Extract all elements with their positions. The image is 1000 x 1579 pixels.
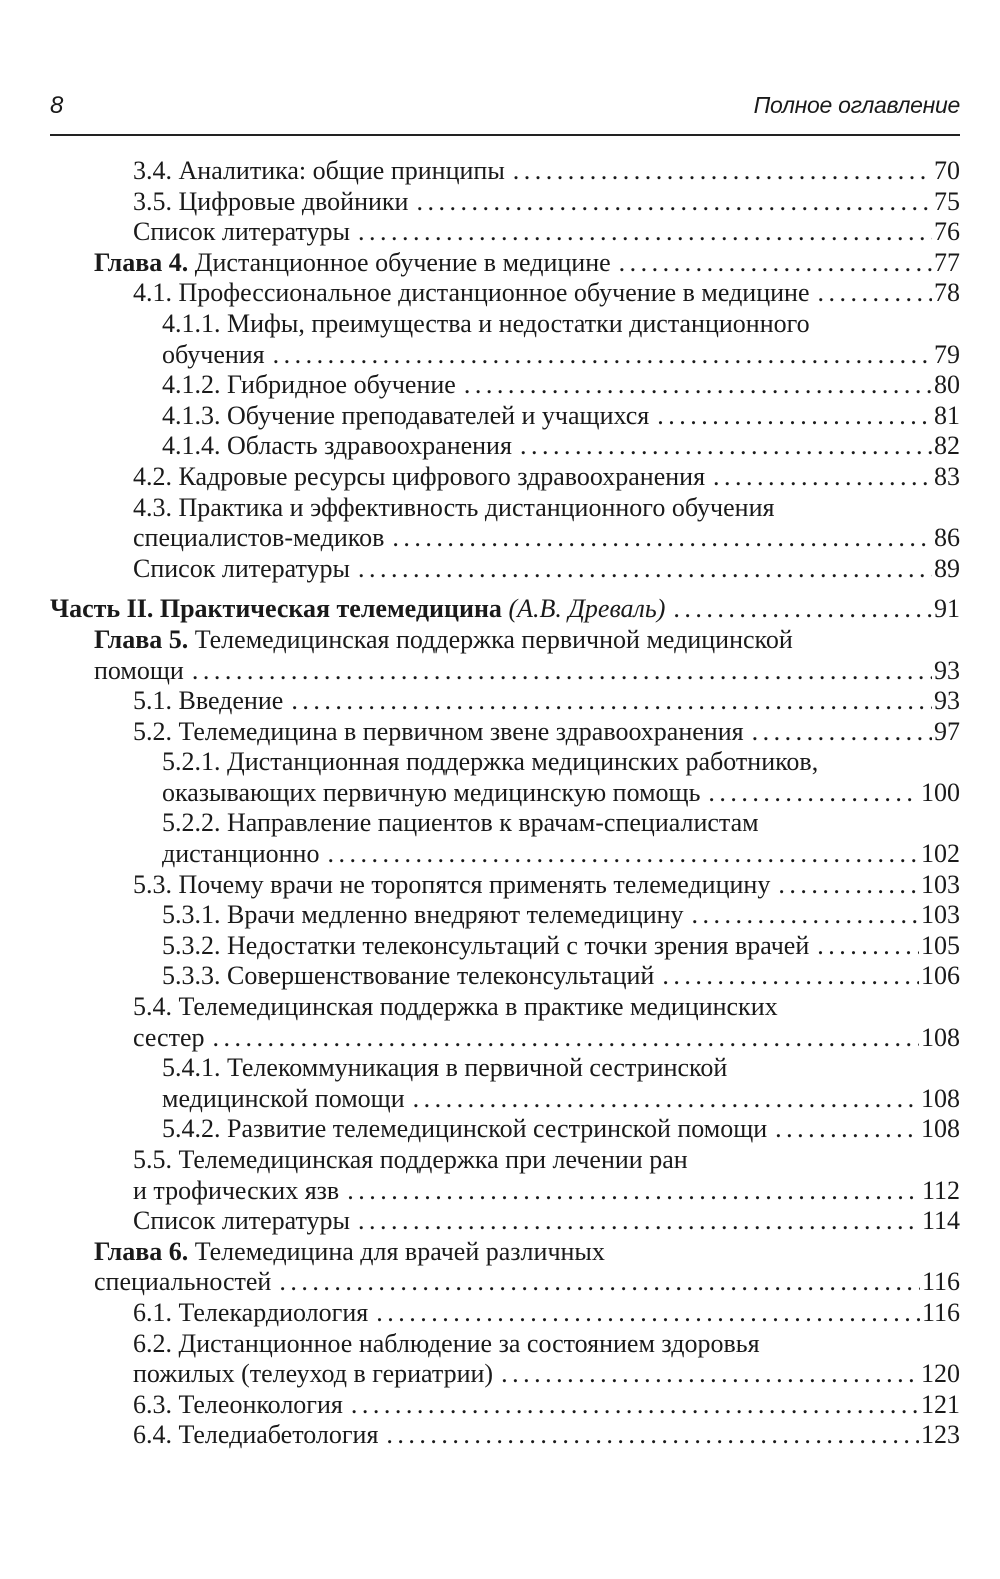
toc-entry-title-line: 5.4. Телемедицинская поддержка в практике медицинских <box>133 992 778 1022</box>
toc-entry <box>0 278 1000 309</box>
page-header <box>50 86 960 136</box>
toc-entry-title-line: 5.2.1. Дистанционная поддержка медицинских работников, <box>162 747 819 777</box>
dot-leader <box>464 370 932 401</box>
toc-entry-title-line: 4.1.1. Мифы, преимущества и недостатки дистанционного <box>162 308 810 338</box>
toc-entry-title: специальностей <box>94 1267 272 1297</box>
toc-entry-title: 5.3.3. Совершенствование телеконсультаций <box>162 961 655 991</box>
toc-chapter-entry <box>0 248 1000 279</box>
toc-entry-page: 89 <box>934 553 960 583</box>
toc-entry-page: 114 <box>921 1206 960 1236</box>
dot-leader <box>327 839 919 870</box>
table-of-contents <box>0 156 1000 1451</box>
toc-entry-page: 116 <box>921 1267 960 1297</box>
toc-entry <box>0 1420 1000 1451</box>
toc-entry <box>0 1145 1000 1206</box>
toc-entry-page: 121 <box>921 1389 960 1419</box>
toc-entry <box>0 1298 1000 1329</box>
toc-entry-page: 91 <box>934 594 960 624</box>
toc-entry-page: 123 <box>921 1420 960 1450</box>
dot-leader <box>413 1084 919 1115</box>
chapter-label: Глава 4. <box>94 247 189 277</box>
dot-leader <box>213 1023 920 1054</box>
dot-leader <box>673 594 932 625</box>
dot-leader <box>291 686 932 717</box>
dot-leader <box>817 931 919 962</box>
dot-leader <box>775 1114 919 1145</box>
part-spacer <box>0 584 1000 594</box>
part-title: Часть II. Практическая телемедицина <box>50 594 502 624</box>
dot-leader <box>279 1267 920 1298</box>
toc-entry-title: помощи <box>94 655 184 685</box>
toc-entry-page: 81 <box>934 400 960 430</box>
dot-leader <box>347 1176 920 1207</box>
dot-leader <box>376 1298 920 1329</box>
toc-entry-title-line: 5.5. Телемедицинская поддержка при лечении ран <box>133 1145 688 1174</box>
toc-entry-title: 4.2. Кадровые ресурсы цифрового здравоохранения <box>133 461 706 491</box>
toc-entry-title-line: Телемедицина для врачей различных <box>194 1236 605 1266</box>
toc-entry-page: 80 <box>934 370 960 400</box>
toc-chapter-entry <box>0 625 1000 686</box>
toc-entry <box>0 431 1000 462</box>
chapter-label: Глава 5. <box>94 624 189 654</box>
toc-entry-title: Список литературы <box>133 1206 350 1236</box>
toc-entry-page: 112 <box>921 1175 960 1205</box>
toc-entry-page: 83 <box>934 461 960 491</box>
toc-entry-page: 116 <box>921 1297 960 1327</box>
toc-entry-title-line: Телемедицинская поддержка первичной медицинской <box>194 624 793 654</box>
toc-entry-page: 93 <box>934 655 960 685</box>
toc-entry <box>0 1390 1000 1421</box>
toc-entry-title: оказывающих первичную медицинскую помощь <box>162 777 701 807</box>
toc-entry <box>0 931 1000 962</box>
toc-entry <box>0 1053 1000 1114</box>
dot-leader <box>752 717 932 748</box>
toc-entry <box>0 187 1000 218</box>
toc-entry-page: 86 <box>934 523 960 553</box>
toc-entry-page: 76 <box>934 217 960 247</box>
toc-entry <box>0 870 1000 901</box>
toc-entry-page: 78 <box>934 278 960 308</box>
toc-entry <box>0 1206 1000 1237</box>
toc-entry <box>0 462 1000 493</box>
dot-leader <box>273 340 932 371</box>
toc-entry-page: 93 <box>934 686 960 716</box>
toc-entry-title: 4.1.4. Область здравоохранения <box>162 431 512 461</box>
toc-entry <box>0 370 1000 401</box>
dot-leader <box>657 401 932 432</box>
toc-entry <box>0 808 1000 869</box>
toc-entry-title: дистанционно <box>162 839 320 869</box>
page-number: 8 <box>50 92 64 119</box>
toc-entry <box>0 717 1000 748</box>
toc-entry-title-line: 4.3. Практика и эффективность дистанционного обучения <box>133 492 775 522</box>
dot-leader <box>713 462 932 493</box>
toc-entry <box>0 554 1000 585</box>
toc-entry <box>0 992 1000 1053</box>
toc-entry <box>0 686 1000 717</box>
toc-entry-title-line: 5.2.2. Направление пациентов к врачам-специалистам <box>162 808 759 838</box>
toc-entry-title: 5.1. Введение <box>133 686 284 716</box>
toc-entry-title: 4.1.2. Гибридное обучение <box>162 370 456 400</box>
toc-entry-title: 6.4. Теледиабетология <box>133 1420 379 1450</box>
dot-leader <box>778 870 919 901</box>
toc-entry-page: 70 <box>934 156 960 185</box>
part-author: (А.В. Древаль) <box>508 594 666 624</box>
toc-entry-title: Список литературы <box>133 553 350 583</box>
chapter-label: Глава 6. <box>94 1236 189 1266</box>
toc-entry-page: 108 <box>921 1114 960 1144</box>
toc-entry-title: Дистанционное обучение в медицине <box>194 247 611 277</box>
toc-entry <box>0 1114 1000 1145</box>
toc-entry-page: 82 <box>934 431 960 461</box>
toc-entry-title: 3.4. Аналитика: общие принципы <box>133 156 505 185</box>
dot-leader <box>501 1359 919 1390</box>
dot-leader <box>358 217 932 248</box>
dot-leader <box>619 248 932 279</box>
toc-entry-title: 5.3.1. Врачи медленно внедряют телемедицину <box>162 900 684 930</box>
toc-entry <box>0 900 1000 931</box>
dot-leader <box>662 961 919 992</box>
toc-entry-page: 103 <box>921 900 960 930</box>
toc-entry-page: 120 <box>921 1359 960 1389</box>
toc-entry-page: 100 <box>921 777 960 807</box>
toc-entry-page: 102 <box>921 839 960 869</box>
toc-entry-title: 5.3. Почему врачи не торопятся применять телемедицину <box>133 869 771 899</box>
toc-entry-title: пожилых (телеуход в гериатрии) <box>133 1359 494 1389</box>
toc-entry-title: 5.2. Телемедицина в первичном звене здравоохранения <box>133 716 744 746</box>
toc-entry <box>0 156 1000 187</box>
toc-entry-page: 108 <box>921 1083 960 1113</box>
running-head: Полное оглавление <box>753 92 960 118</box>
toc-entry-title: 5.4.2. Развитие телемедицинской сестринской помощи <box>162 1114 768 1144</box>
toc-entry <box>0 309 1000 370</box>
toc-entry-title-line: 5.4.1. Телекоммуникация в первичной сестринской <box>162 1053 728 1083</box>
toc-entry-title: 4.1.3. Обучение преподавателей и учащихся <box>162 400 650 430</box>
dot-leader <box>692 900 919 931</box>
toc-entry-title: 6.3. Телеонкология <box>133 1389 343 1419</box>
toc-entry-page: 108 <box>921 1022 960 1052</box>
toc-entry-page: 97 <box>934 716 960 746</box>
dot-leader <box>386 1420 919 1451</box>
toc-entry-title: специалистов-медиков <box>133 523 385 553</box>
toc-entry-page: 75 <box>934 186 960 216</box>
dot-leader <box>358 554 932 585</box>
toc-entry-title: обучения <box>162 339 265 369</box>
toc-entry <box>0 747 1000 808</box>
toc-entry <box>0 217 1000 248</box>
dot-leader <box>351 1390 919 1421</box>
toc-entry-title: Список литературы <box>133 217 350 247</box>
toc-entry-title: медицинской помощи <box>162 1083 405 1113</box>
dot-leader <box>392 523 932 554</box>
toc-entry-title-line: 6.2. Дистанционное наблюдение за состоянием здоровья <box>133 1328 760 1358</box>
toc-entry-page: 105 <box>921 930 960 960</box>
dot-leader <box>708 778 919 809</box>
toc-entry-page: 77 <box>934 247 960 277</box>
dot-leader <box>520 431 932 462</box>
toc-entry-page: 103 <box>921 869 960 899</box>
toc-entry <box>0 401 1000 432</box>
toc-chapter-entry <box>0 1237 1000 1298</box>
dot-leader <box>513 156 932 187</box>
toc-entry-page: 79 <box>934 339 960 369</box>
toc-entry-title: 4.1. Профессиональное дистанционное обучение в медицине <box>133 278 810 308</box>
toc-entry-title: 3.5. Цифровые двойники <box>133 186 409 216</box>
toc-entry-title: сестер <box>133 1022 205 1052</box>
dot-leader <box>358 1206 920 1237</box>
dot-leader <box>416 187 932 218</box>
dot-leader <box>818 278 933 309</box>
toc-entry-title: 5.3.2. Недостатки телеконсультаций с точки зрения врачей <box>162 930 810 960</box>
dot-leader <box>192 656 932 687</box>
toc-entry <box>0 1329 1000 1390</box>
toc-entry <box>0 493 1000 554</box>
toc-part-entry <box>0 594 1000 625</box>
toc-entry-page: 106 <box>921 961 960 991</box>
toc-entry-title: и трофических язв <box>133 1175 340 1205</box>
toc-entry-title: 6.1. Телекардиология <box>133 1297 369 1327</box>
toc-entry <box>0 961 1000 992</box>
